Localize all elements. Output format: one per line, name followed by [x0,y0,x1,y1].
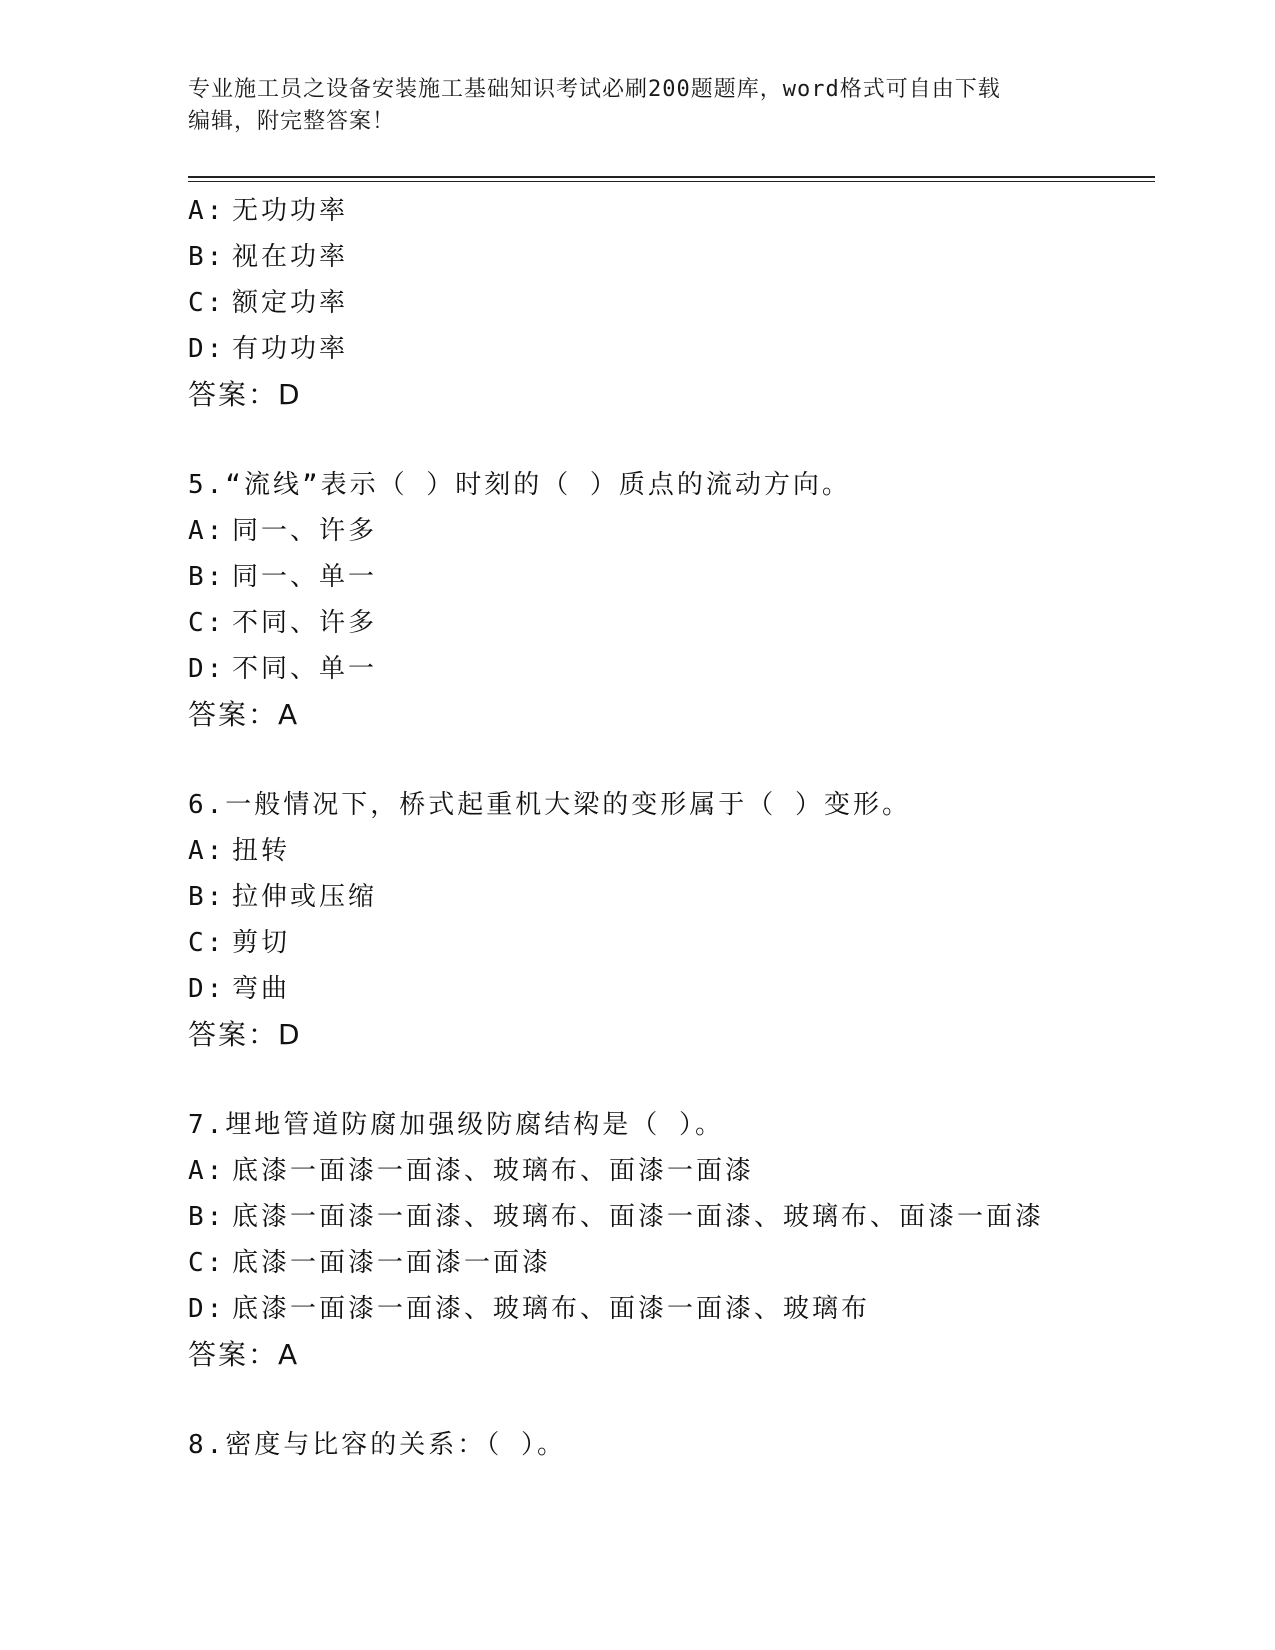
option-a: A: 同一、许多 [188,516,378,546]
question-list [188,188,1148,1468]
option-d: D: 底漆一面漆一面漆、玻璃布、面漆一面漆、玻璃布 [188,1294,871,1324]
header-line-1: 专业施工员之设备安装施工基础知识考试必刷200题题库，word格式可自由下载 [188,77,1001,102]
answer-line: 答案：D [188,378,302,411]
question-block-7 [188,1102,1148,1378]
option-c: C: 剪切 [188,928,291,958]
question-block-6 [188,782,1148,1058]
header-divider-thick [188,176,1155,178]
question-text: 7.埋地管道防腐加强级防腐结构是（ ）。 [188,1110,724,1140]
document-header [188,74,1088,138]
question-text: 5.“流线”表示（ ）时刻的（ ）质点的流动方向。 [188,470,851,500]
option-d: D: 不同、单一 [188,654,378,684]
question-block-4 [188,188,1148,418]
option-b: B: 底漆一面漆一面漆、玻璃布、面漆一面漆、玻璃布、面漆一面漆 [188,1202,1045,1232]
option-c: C: 额定功率 [188,288,349,318]
option-a: A: 扭转 [188,836,291,866]
header-line-2: 编辑，附完整答案！ [188,109,396,134]
question-block-5 [188,462,1148,738]
option-b: B: 拉伸或压缩 [188,882,378,912]
question-block-8 [188,1422,1148,1468]
answer-line: 答案：A [188,698,300,731]
option-b: B: 视在功率 [188,242,349,272]
option-a: A: 无功功率 [188,196,349,226]
option-b: B: 同一、单一 [188,562,378,592]
question-text: 6.一般情况下，桥式起重机大梁的变形属于（ ）变形。 [188,790,911,820]
answer-line: 答案：A [188,1338,300,1371]
option-d: D: 弯曲 [188,974,291,1004]
answer-line: 答案：D [188,1018,302,1051]
option-c: C: 底漆一面漆一面漆一面漆 [188,1248,552,1278]
question-text: 8.密度与比容的关系：（ ）。 [188,1430,566,1460]
option-c: C: 不同、许多 [188,608,378,638]
option-d: D: 有功功率 [188,334,349,364]
header-divider-thin [188,181,1155,182]
option-a: A: 底漆一面漆一面漆、玻璃布、面漆一面漆 [188,1156,755,1186]
